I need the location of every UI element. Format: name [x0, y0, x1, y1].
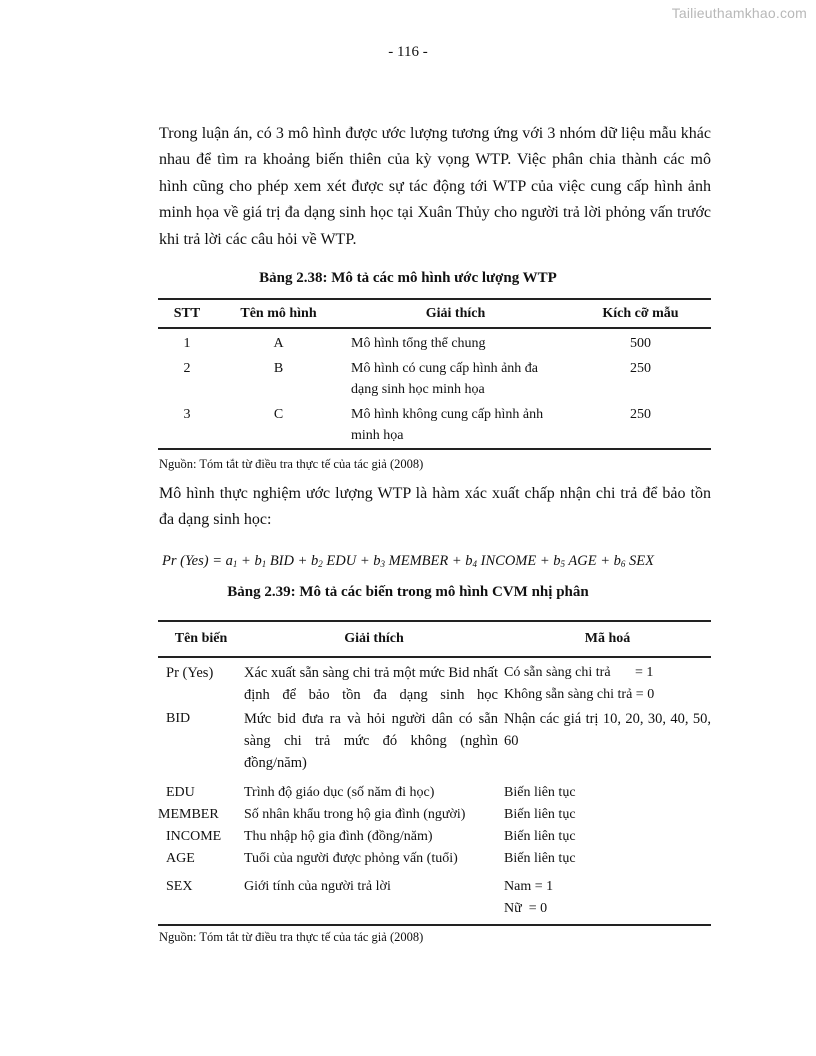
- table-row: [158, 782, 711, 804]
- table-row: [158, 657, 711, 708]
- table-row: [158, 400, 711, 449]
- table-1-caption: Bảng 2.38: Mô tả các mô hình ước lượng WTP: [259, 270, 557, 286]
- formula-term: $b_4$ INCOME: [465, 553, 537, 569]
- table-row: [158, 708, 711, 782]
- cell-stt: 3: [183, 407, 191, 422]
- cell-variable: SEX: [166, 879, 193, 894]
- cell-variable: BID: [166, 711, 191, 726]
- table-row: [158, 328, 711, 354]
- cell-sample-size: 250: [630, 407, 651, 422]
- column-header-variable: Tên biến: [174, 631, 228, 646]
- column-header-description: Giải thích: [344, 631, 404, 646]
- cell-description: Thu nhập hộ gia đình (đồng/năm): [244, 829, 433, 844]
- column-header-coding: Mã hoá: [584, 631, 631, 646]
- cell-coding: Biến liên tục: [504, 851, 576, 866]
- table-header-row: [158, 299, 711, 328]
- cell-coding: Biến liên tục: [504, 785, 576, 800]
- table-1-source: Nguồn: Tóm tắt từ điều tra thực tế của tác giả (2008): [159, 457, 424, 471]
- cell-coding: Nhận các giá trị 10, 20, 30, 40, 50, 60: [504, 711, 711, 749]
- cell-stt: 2: [183, 361, 191, 376]
- cell-variable: Pr (Yes): [166, 665, 214, 681]
- table-row: [158, 848, 711, 876]
- column-header-sample-size: Kích cỡ mẫu: [602, 305, 679, 321]
- table-2-source: Nguồn: Tóm tắt từ điều tra thực tế của tác giả (2008): [159, 930, 424, 944]
- cell-sample-size: 500: [630, 336, 651, 351]
- cell-variable: EDU: [166, 785, 195, 800]
- formula-lhs: Pr (Yes) =: [162, 553, 226, 569]
- cell-model-name: B: [273, 361, 284, 376]
- cell-sample-size: 250: [630, 361, 651, 376]
- cell-description: Số nhân khẩu trong hộ gia đình (người): [244, 807, 466, 822]
- cell-description: Xác xuất sẵn sàng chi trả một mức Bid nhất định để bảo tồn đa dạng sinh học: [244, 665, 498, 703]
- watermark: Tailieuthamkhao.com: [671, 5, 807, 21]
- column-header-model-name: Tên mô hình: [240, 305, 317, 321]
- cell-description: Trình độ giáo dục (số năm đi học): [244, 785, 435, 800]
- formula-term: $b_6$ SEX: [613, 553, 654, 569]
- model-paragraph: Mô hình thực nghiệm ước lượng WTP là hàm xác xuất chấp nhận chi trả để bảo tồn đa dạng sinh học:: [159, 485, 711, 529]
- cell-coding: Nam = 1 Nữ = 0: [504, 879, 554, 916]
- cell-description: Mô hình có cung cấp hình ảnh đa dạng sinh học minh họa: [351, 361, 539, 397]
- cell-variable: AGE: [166, 851, 195, 866]
- cell-coding: Biến liên tục: [504, 807, 576, 822]
- formula-term: $b_5$ AGE: [553, 553, 597, 569]
- cell-coding: Biến liên tục: [504, 829, 576, 844]
- cell-description: Tuổi của người được phỏng vấn (tuổi): [244, 851, 458, 866]
- formula-term: $b_1$ BID: [254, 553, 294, 569]
- table-row: [158, 826, 711, 848]
- formula-term: $b_2$ EDU: [311, 553, 357, 569]
- cell-description: Giới tính của người trả lời: [244, 879, 391, 894]
- cell-model-name: A: [273, 336, 284, 351]
- formula-term: $a_1$: [225, 553, 238, 569]
- formula-term: $b_3$ MEMBER: [373, 553, 449, 569]
- table-row: [158, 804, 711, 826]
- cell-description: Mô hình không cung cấp hình ảnh minh họa: [351, 407, 544, 443]
- table-header-row: [158, 621, 711, 657]
- wtp-formula: Pr $(Yes) = a_1 + b_1$ BID + $b_2$ EDU + $b_3$ MEMBER + $b_4$ INCOME + $b_5$ AGE + $b_6$ SEX: [162, 553, 654, 569]
- column-header-description: Giải thích: [425, 305, 486, 321]
- intro-paragraph: Trong luận án, có 3 mô hình được ước lượng tương ứng với 3 nhóm dữ liệu mẫu khác nhau để tìm ra khoảng biến thiên của kỳ vọng WTP. Việc phân chia thành các mô hình cũng cho phép xem xét được sự tác động tới WTP của việc cung cấp hình ảnh minh họa về giá trị đa dạng sinh học tại Xuân Thủy cho người trả lời phỏng vấn trước khi trả lời các câu hỏi về WTP.: [159, 125, 711, 248]
- cell-stt: 1: [183, 336, 191, 351]
- cell-variable: INCOME: [166, 829, 222, 844]
- column-header-stt: STT: [173, 305, 201, 321]
- table-2-caption: Bảng 2.39: Mô tả các biến trong mô hình CVM nhị phân: [227, 584, 589, 600]
- cell-description: Mô hình tổng thể chung: [351, 336, 486, 351]
- variables-table: [158, 620, 711, 926]
- cell-model-name: C: [273, 407, 284, 422]
- table-row: [158, 354, 711, 400]
- table-row: [158, 876, 711, 925]
- cell-variable: MEMBER: [158, 807, 219, 822]
- page-number: - 116 -: [388, 44, 428, 60]
- cell-description: Mức bid đưa ra và hỏi người dân có sẵn sàng chi trả mức đó không (nghìn đồng/năm): [244, 711, 498, 771]
- models-table: [158, 298, 711, 450]
- cell-coding: Có sẵn sàng chi trả = 1 Không sẵn sàng chi trả = 0: [504, 665, 655, 702]
